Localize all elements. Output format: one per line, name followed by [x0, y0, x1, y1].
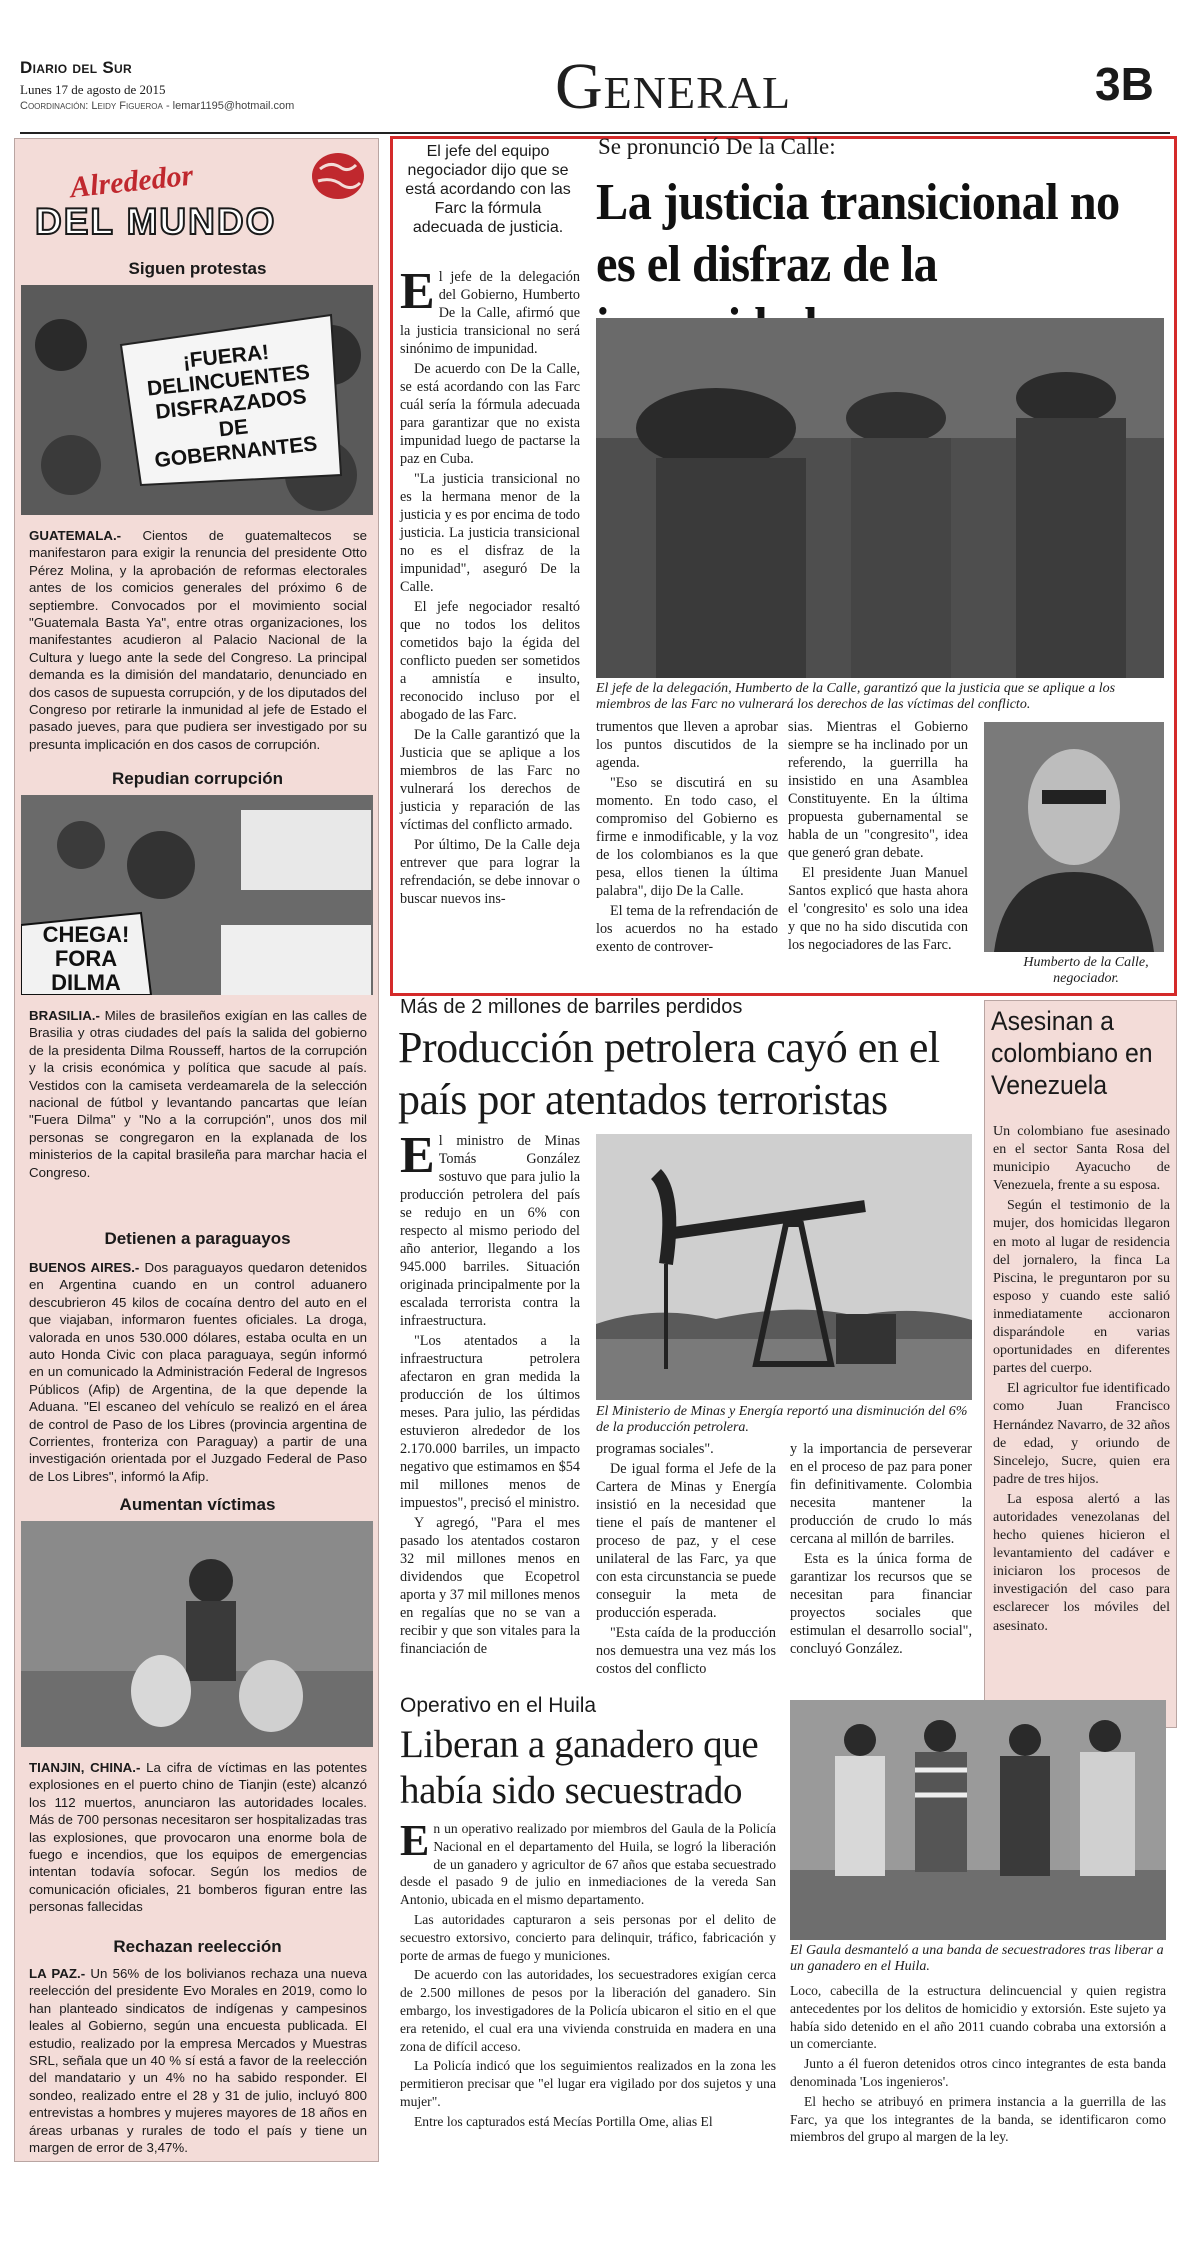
sidebar-block-title: Aumentan víctimas — [119, 1495, 276, 1514]
page-number: 3B — [1095, 58, 1154, 110]
gaula-photo-caption: El Gaula desmanteló a una banda de secuestradores tras liberar a un ganadero en el Huila. — [790, 1943, 1164, 1974]
pullquote: El jefe del equipo negociador dijo que se está acordando con las Farc la fórmula adecuada de justicia. — [405, 143, 571, 236]
main-story-col2: trumentos que lleven a aprobar los puntos discutidos de la agenda. "Eso se discutirá en su momento. En todo caso, el compromiso del Gobierno es firme e inmodificable, y la voz de los colombianos es la que pesa, ellos tienen la última palabra", dijo De la Calle. El tema de la refrendación de los acuerdos no ha estado exento de controver- — [596, 719, 778, 955]
protest-sign-text: CHEGA! FORA DILMA — [42, 922, 130, 995]
tianjin-photo — [21, 1521, 373, 1747]
issue-date: Lunes 17 de agosto de 2015 — [20, 82, 166, 97]
dateline: BRASILIA.- — [29, 1008, 100, 1023]
dateline: BUENOS AIRES.- — [29, 1260, 140, 1275]
sidebar-block-title: Rechazan reelección — [113, 1937, 282, 1956]
protest-photo-brasil — [21, 795, 373, 995]
logo-top-text: Alrededor — [68, 158, 195, 205]
masthead-rule — [20, 132, 1170, 134]
oil-photo-caption: El Ministerio de Minas y Energía reportó una disminución del 6% de la producción petrolera. — [596, 1404, 968, 1435]
huila-story-col1: En un operativo realizado por miembros del Gaula de la Policía Nacional en el departamento del Huila, se logró la liberación de un ganadero y agricultor de 67 años que estaba secuestrado desde el pasado 9 de julio en inmediaciones de la vereda San Antonio, ubicada en el mismo departamento. Las autoridades capturaron a seis personas por el delito de secuestro extorsivo, concierto para delinquir, tráfico, fabricación y porte de armas de fuego y municiones. De acuerdo con las autoridades, los secuestradores exigían cerca de 2.500 millones de pesos por la liberación del ganadero. Sin embargo, los investigadores de la Policía ubicaron el sitio en el que era retenido, el cual era una vivienda construida en madera en una zona de difícil acceso. La Policía indicó que los seguimientos realizados en la zona les permitieron precisar que "el lugar era vigilado por dos sujetos y una mujer". Entre los capturados está Mecías Portilla Ome, alias El — [400, 1816, 776, 2129]
huila-story-col2: Loco, cabecilla de la estructura delincuencial y quien registra antecedentes por los delitos de homicidio y extorsión. Este sujeto ya había sido detenido en el año 2011 cuando cobraba una extorsión a un comerciante. Junto a él fueron detenidos otros cinco integrantes de esta banda denominada 'Los ingenieros'. El hecho se atribuyó en primera instancia a la guerrilla de las Farc, ya que los integrantes de la banda, se identificaron como miembros del grupo al margen de la ley. — [790, 1983, 1166, 2145]
huila-kicker: Operativo en el Huila — [400, 1694, 597, 1717]
coordination-line — [20, 100, 294, 112]
main-story-col3: sias. Mientras el Gobierno siempre se ha inclinado por un referendo, la guerrilla ha insistido en una Asamblea Constituyente. En la última propuesta gubernamental se habla de un "congresito", idea que generó gran debate. El presidente Juan Manuel Santos explicó que hasta ahora el 'congresito' es solo una idea y que no ha sido discutida con los negociadores de las Farc. — [788, 719, 968, 953]
coordination-email: lemar1195@hotmail.com — [172, 100, 295, 112]
oil-story-col2: programas sociales". De igual forma el Jefe de la Cartera de Minas y Energía insistió en la necesidad que tiene el país de mantener el proceso de paz, y el cese unilateral de las Farc, ya que con esta circunstancia se puede conseguir la meta de producción esperada. "Esta caída de la producción nos demuestra una vez más los costos del conflicto — [596, 1441, 776, 1677]
sidebar-alrededor-del-mundo — [14, 138, 379, 2162]
sidebar-logo — [25, 149, 370, 249]
section-title: General — [555, 50, 792, 123]
sidebar-block-text: GUATEMALA.- Cientos de guatemaltecos se manifestaron para exigir la renuncia del presidente Otto Pérez Molina, y la aprobación de reformas electorales antes de los comicios generales del próximo 6 de septiembre. Convocados por el movimiento social "Guatemala Basta Ya", entre otras organizaciones, los manifestantes acudieron al Palacio Nacional de la Cultura y luego ante la sede del Congreso. La principal demanda es la dimisión del mandatario, denunciado en dos casos de supuesta corrupción, y de los diputados del Congreso por retirarle la inmunidad al jefe de Estado el pasado jueves, para que pudiera ser investigado por su presunta implicación en dos casos de corrupción. — [29, 528, 367, 752]
sidebar-block-text: BRASILIA.- Miles de brasileños exigían en las calles de Brasilia y otras ciudades del país la salida del gobierno de la presidenta Dilma Rousseff, hartos de la corrupción y la crisis económica y política que sacude al país. Vestidos con la camiseta verdeamarela de la selección nacional de fútbol y levantando pancartas que leían "Fuera Dilma" y "No a la corrupción", unos dos mil personas se congregaron en la explanada de los ministerios de la capital brasileña para marchar hacia el Congreso. — [29, 1008, 367, 1180]
portrait-photo-de-la-calle — [984, 722, 1164, 952]
oil-pump-photo — [596, 1134, 972, 1400]
oil-story-col1: El ministro de Minas Tomás González sostuvo que para julio la producción petrolera del país se redujo en un 6% con respecto al mismo periodo del año anterior, llegando a los 945.000 barriles. Situación originada principalmente por la escalada terrorista contra la infraestructura. "Los atentados a la infraestructura petrolera afectaron en gran medida la producción de los últimos meses. Para julio, las pérdidas estuvieron alrededor de los 2.170.000 barriles, un impacto negativo que estimamos en $54 mil millones menos de impuestos", precisó el ministro. Y agregó, "Para el mes pasado los atentados costaron 32 mil millones menos en dividendos que Ecopetrol aporta y 37 mil millones menos en regalías que no se van a recibir y que son vitales para la financiación de — [400, 1127, 580, 1657]
oil-kicker: Más de 2 millones de barriles perdidos — [400, 996, 743, 1018]
oil-story-col3: y la importancia de perseverar en el proceso de paz para poner fin definitivamente. Colombia necesita mantener la producción de crudo lo más cercana al millón de barriles. Esta es la única forma de garantizar los recursos que se necesitan para financiar proyectos sociales que estimulan el desarrollo social", concluyó González. — [790, 1441, 972, 1657]
venezuela-story-text: Un colombiano fue asesinado en el sector Santa Rosa del municipio Ayacucho de Venezuela, frente a su esposa. Según el testimonio de la mujer, dos homicidas llegaron en moto al lugar de residencia del jornalero, la finca La Piscina, le preguntaron por su esposo y cuando este salió inmediatamente accionaron disparándole en varias oportunidades en diferentes partes del cuerpo. El agricultor fue identificado como Juan Francisco Hernández Navarro, de 32 años de edad, y oriundo de Sincelejo, Sucre, quien era padre de tres hijos. La esposa alertó a las autoridades venezolanas del hecho quienes hicieron el levantamiento del cadáver e iniciaron los procesos de investigación del caso para esclarecer los móviles del asesinato. — [993, 1124, 1170, 1634]
globe-icon — [310, 151, 366, 201]
coordination-name: Leidy Figueroa — [91, 100, 163, 112]
oil-headline: Producción petrolera cayó en el país por atentados terroristas — [398, 1023, 940, 1124]
logo-bottom-text: DEL MUNDO — [35, 201, 277, 242]
dateline: TIANJIN, CHINA.- — [29, 1760, 141, 1775]
portrait-caption: Humberto de la Calle, negociador. — [1023, 955, 1149, 986]
main-headline: La justicia transicional no es el disfraz de la — [596, 174, 1120, 293]
sidebar-block-title: Repudian corrupción — [112, 769, 283, 788]
dateline: LA PAZ.- — [29, 1966, 86, 1981]
venezuela-story-box — [984, 1000, 1177, 1728]
sidebar-block-title: Detienen a paraguayos — [104, 1229, 291, 1248]
sidebar-block-text: TIANJIN, CHINA.- La cifra de víctimas en las potentes explosiones en el puerto chino de Tianjin (este) alcanzó los 112 muertos, anunciaron las autoridades locales. Más de 700 personas necesitaron ser hospitalizadas tras las explosiones, que provocaron una enorme bola de fuego e incendios, que los equipos de emergencias intentan todavía sofocar. Según los medios de comunicación oficiales, 21 bomberos figuran entre las personas fallecidas — [29, 1760, 367, 1915]
coordination-label: Coordinación: — [20, 100, 89, 112]
sidebar-block-title: Siguen protestas — [128, 259, 267, 278]
main-story-col1: El jefe de la delegación del Gobierno, Humberto De la Calle, afirmó que la justicia transicional no será sinónimo de impunidad. De acuerdo con De la Calle, se está acordando con las Farc cuál sería la fórmula adecuada para garantizar que no exista impunidad luego de pactarse la paz en Cuba. "La justicia transicional no es la hermana menor de la justicia y es por encima de todo justicia. La justicia transicional no es el disfraz de la impunidad", aseguró De la Calle. El jefe negociador resaltó que no todos los delitos cometidos bajo la égida del conflicto pueden ser sometidos a amnistía e insulto, reconocido incluso por el abogado de las Farc. De la Calle garantizó que la Justicia que se aplique a los miembros de las Farc no vulnerará los derechos de justicia y reparación de las víctimas del conflicto armado. Por último, De la Calle deja entrever que para lograr la refrendación, se debe innovar o buscar nuevos ins- — [400, 263, 580, 907]
soldiers-photo — [596, 318, 1164, 678]
separator: - — [165, 100, 173, 112]
sidebar-block-text: LA PAZ.- Un 56% de los bolivianos rechaza una nueva reelección del presidente Evo Morales en 2019, como lo han planteado sindicatos de indígenas y campesinos leales al Gobierno, según una encuesta publicada. El estudio, realizado por la empresa Mercados y Muestras SRL, señala que un 40 % sí está a favor de la reelección del mandatario y un 4% no ha sabido responder. El sondeo, realizado entre el 28 y 31 de julio, incluyó 800 entrevistas a hombres y mujeres mayores de 18 años en áreas urbanas y rurales de todo el país y tiene un margen de error de 3,47%. — [29, 1966, 368, 2156]
protest-sign-text: ¡FUERA! DELINCUENTES DISFRAZADOS DE GOBERNANTES — [145, 340, 319, 473]
huila-headline: Liberan a ganadero que había sido secuestrado — [400, 1723, 759, 1812]
paper-name: Diario del Sur — [20, 58, 132, 77]
sidebar-block-text: BUENOS AIRES.- Dos paraguayos quedaron detenidos en Argentina cuando en un control aduanero descubrieron 45 kilos de cocaína dentro del auto en el que viajaban, informaron fuentes oficiales. La droga, valorada en unos 530.000 dólares, estaba oculta en un auto Honda Civic con placa paraguaya, según informó en un comunicado la Administración Federal de Ingresos Públicos (Afip) de Argentina, de la que depende la Aduana. "El escaneo del vehículo se realizó en el área de control de Paso de los Libres (provincia argentina de Corrientes, fronteriza con Paraguay) a partir de una investigación orientada por el Juzgado Federal de Paso de Los Libres", informó la Afip. — [29, 1260, 367, 1484]
soldiers-photo-caption: El jefe de la delegación, Humberto de la Calle, garantizó que la justicia que se aplique a los miembros de las Farc no vulnerará los derechos de las víctimas del conflicto. — [596, 681, 1116, 712]
main-kicker: Se pronunció De la Calle: — [598, 134, 836, 159]
masthead — [20, 52, 1170, 136]
venezuela-headline: Asesinan a colombiano en Venezuela — [991, 1006, 1153, 1100]
protest-photo-guatemala — [21, 285, 373, 515]
dateline: GUATEMALA.- — [29, 528, 122, 543]
gaula-arrest-photo — [790, 1700, 1166, 1940]
